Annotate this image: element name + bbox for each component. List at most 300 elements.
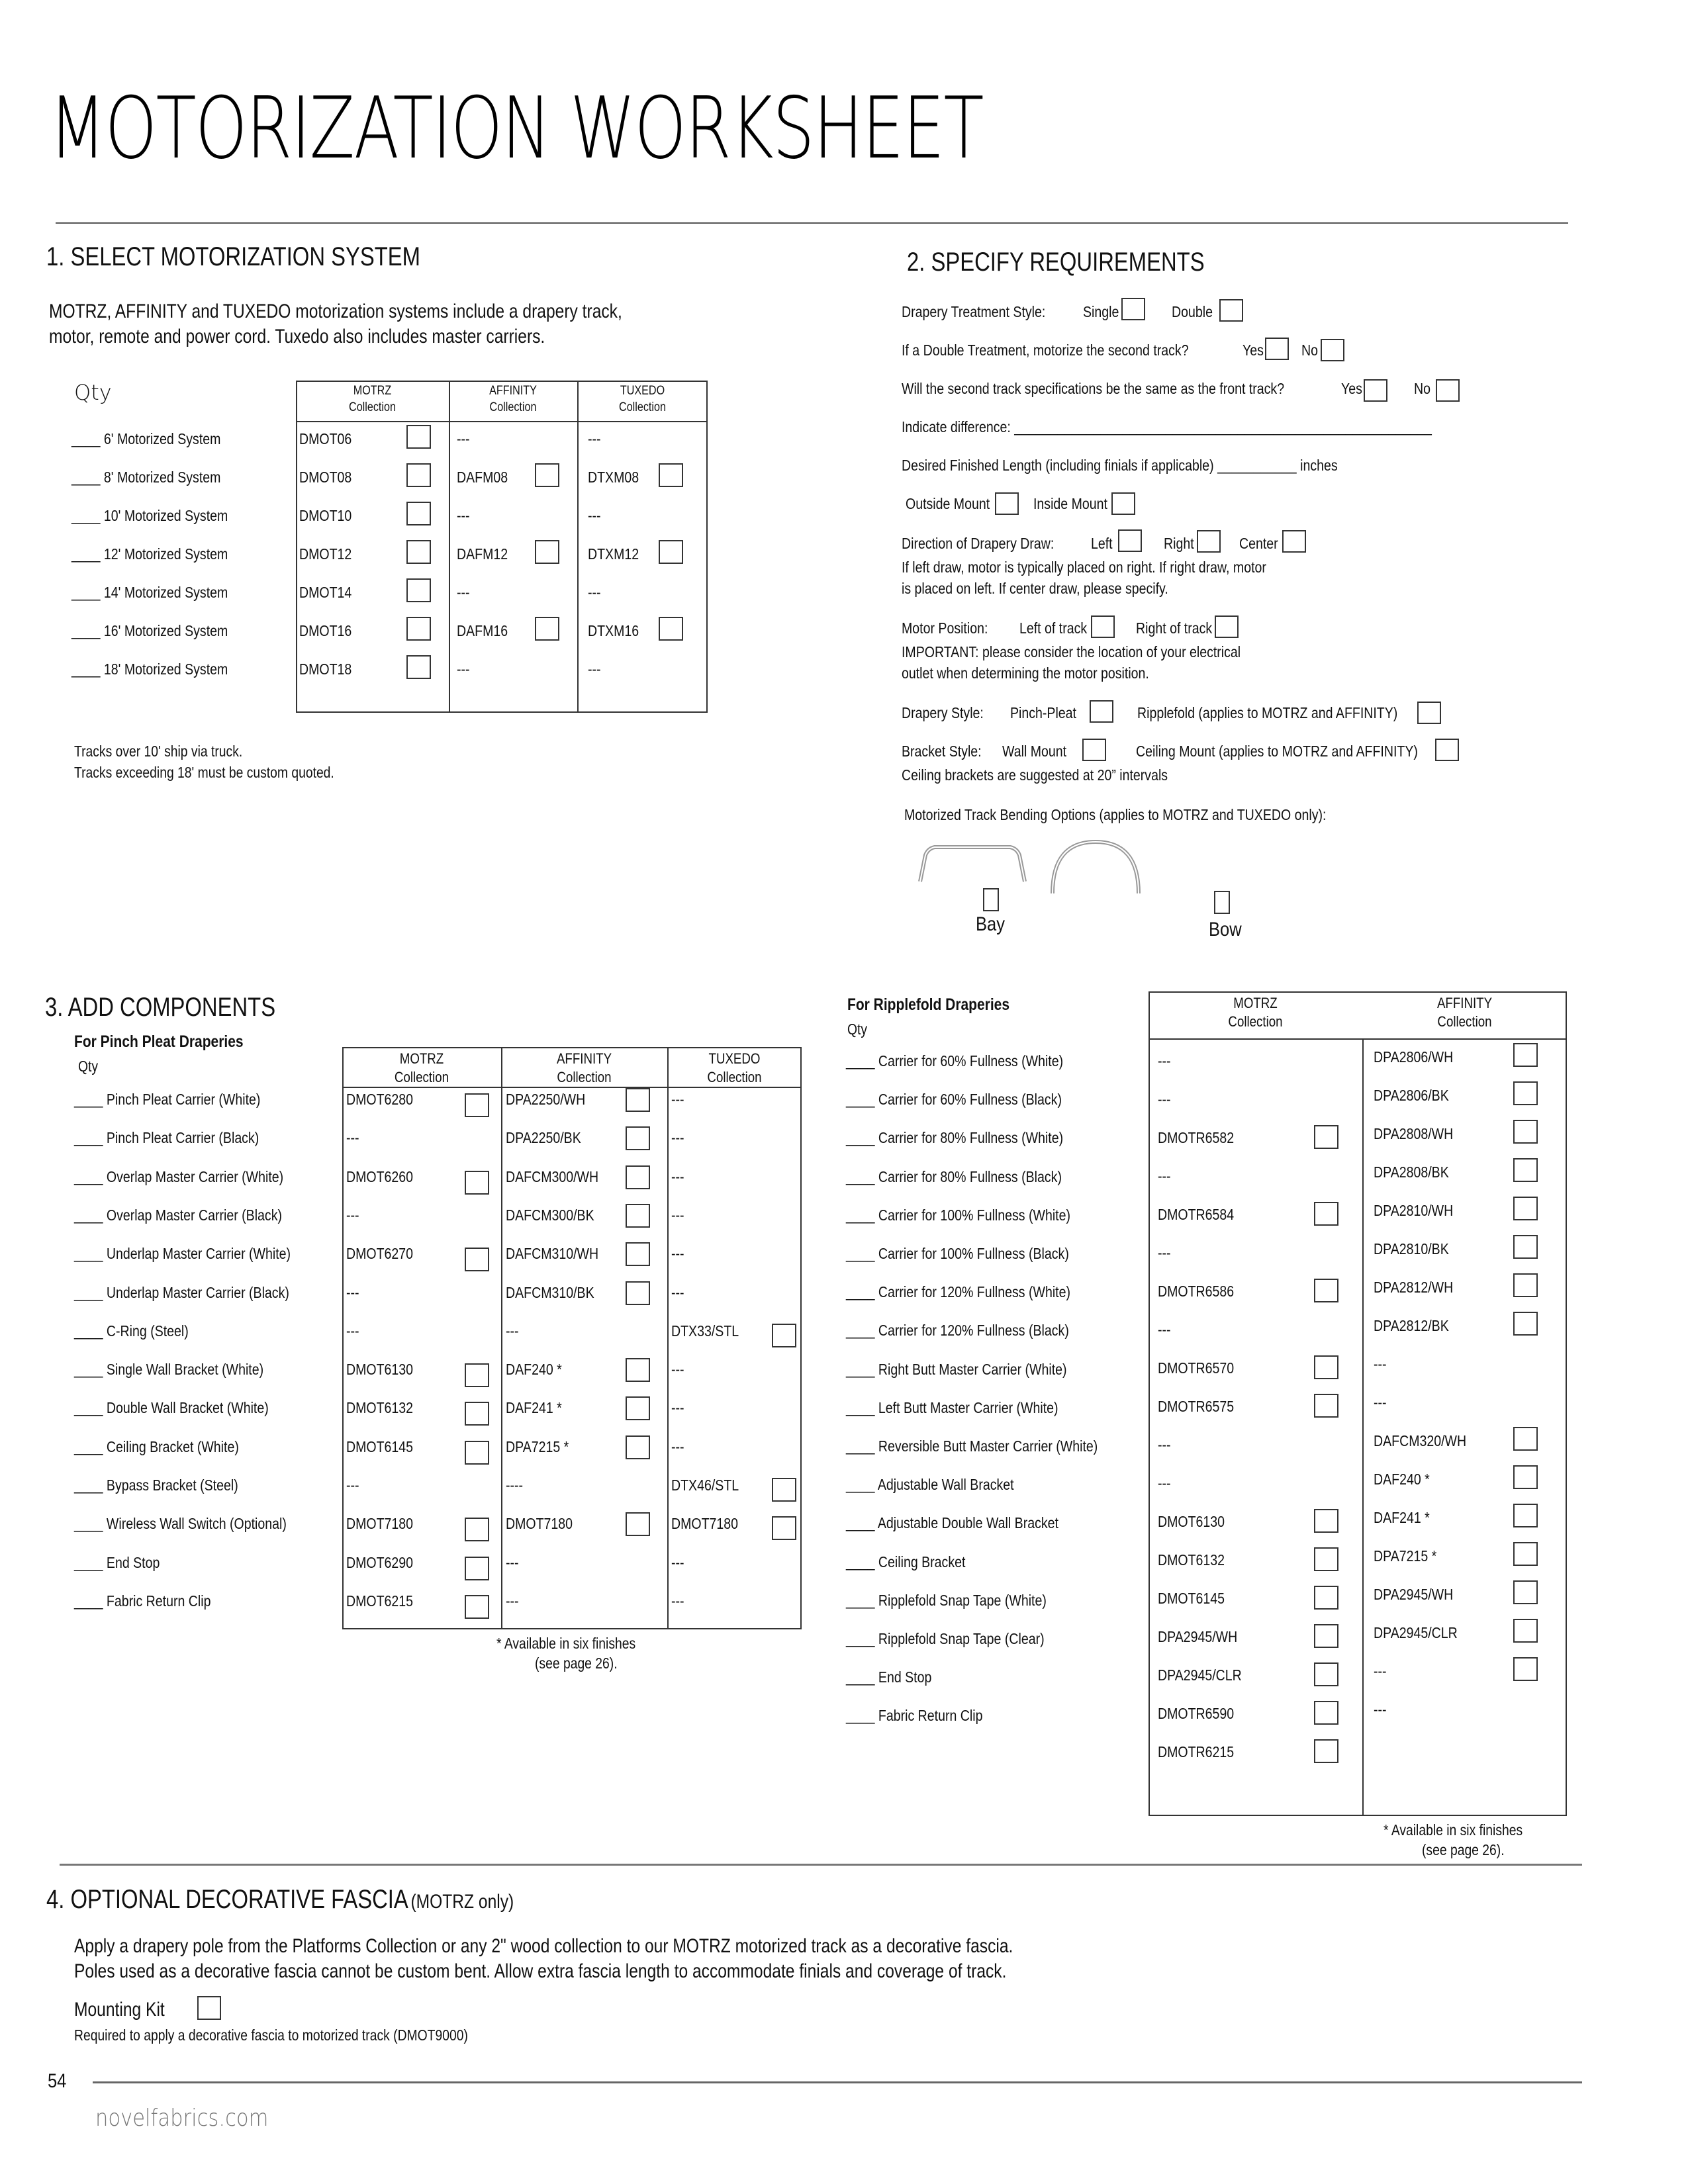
table-divider xyxy=(667,1047,669,1629)
affinity-checkbox[interactable] xyxy=(1513,1504,1538,1527)
system-row-label: ____ 16' Motorized System xyxy=(71,622,228,639)
inside-mount-label: Inside Mount xyxy=(1033,495,1107,512)
column-sub: Collection xyxy=(707,1069,762,1085)
draw-right-label: Right xyxy=(1164,535,1194,552)
table-divider xyxy=(1149,1038,1567,1040)
bow-track-icon xyxy=(1046,835,1145,901)
motrz-code: DMOTR6582 xyxy=(1158,1129,1235,1146)
column-name: MOTRZ xyxy=(1233,995,1278,1011)
motrz-checkbox[interactable] xyxy=(465,1171,489,1195)
motrz-code: DMOT12 xyxy=(299,545,352,563)
affinity-checkbox[interactable] xyxy=(626,1126,650,1150)
system-row-label: ____ 18' Motorized System xyxy=(71,660,228,678)
draw-direction-label: Direction of Drapery Draw: xyxy=(902,535,1055,552)
pinch-column-header xyxy=(667,1050,802,1087)
bow-label: Bow xyxy=(1209,919,1242,940)
column-sub: Collection xyxy=(1437,1013,1492,1030)
ripple-row-label: ____ Adjustable Double Wall Bracket xyxy=(846,1514,1058,1531)
draw-center-label: Center xyxy=(1239,535,1278,552)
tuxedo-checkbox[interactable] xyxy=(772,1478,796,1502)
footer-url: novelfabrics.com xyxy=(95,2105,269,2132)
ripple-row-label: ____ Carrier for 60% Fullness (White) xyxy=(846,1052,1064,1069)
left-of-track-label: Left of track xyxy=(1019,619,1088,637)
affinity-checkbox[interactable] xyxy=(535,540,559,564)
affinity-checkbox[interactable] xyxy=(1513,1120,1538,1144)
treatment-style-label: Drapery Treatment Style: xyxy=(902,303,1046,320)
system-row-label: ____ 10' Motorized System xyxy=(71,507,228,524)
affinity-checkbox[interactable] xyxy=(1513,1465,1538,1489)
outside-mount-checkbox[interactable] xyxy=(995,492,1019,515)
motrz-checkbox[interactable] xyxy=(465,1363,489,1387)
section4-divider xyxy=(60,1864,1582,1866)
tuxedo-code: --- xyxy=(588,660,601,678)
double-label: Double xyxy=(1172,303,1213,320)
ripple-row-label: ____ Carrier for 80% Fullness (White) xyxy=(846,1129,1064,1146)
motrz-checkbox[interactable] xyxy=(465,1441,489,1465)
motor-position-label: Motor Position: xyxy=(902,619,988,637)
motrz-code: --- xyxy=(1158,1052,1171,1069)
tuxedo-code: --- xyxy=(588,584,601,601)
motrz-checkbox[interactable] xyxy=(465,1595,489,1619)
second-track-yes-label: Yes xyxy=(1243,341,1264,359)
motrz-code: DMOT10 xyxy=(299,507,352,524)
motrz-code: DMOT6260 xyxy=(346,1168,414,1185)
affinity-checkbox[interactable] xyxy=(1513,1081,1538,1105)
affinity-code: DAF240 * xyxy=(506,1361,562,1378)
affinity-code: DAFM08 xyxy=(457,469,508,486)
affinity-code: DAF241 * xyxy=(506,1399,562,1416)
motrz-code: DPA2945/WH xyxy=(1158,1628,1238,1645)
affinity-code: DAF240 * xyxy=(1374,1471,1430,1488)
affinity-code: DPA2808/WH xyxy=(1374,1125,1454,1142)
truck-note: Tracks over 10' ship via truck. xyxy=(74,743,243,760)
pinch-footnote-line2: (see page 26). xyxy=(535,1655,618,1672)
section4-heading: 4. OPTIONAL DECORATIVE FASCIA xyxy=(46,1885,408,1914)
affinity-checkbox[interactable] xyxy=(626,1396,650,1420)
system-row-label: ____ 6' Motorized System xyxy=(71,430,221,447)
section1-intro-line1: MOTRZ, AFFINITY and TUXEDO motorization systems include a drapery track, xyxy=(49,300,622,322)
tuxedo-code: DMOT7180 xyxy=(671,1515,739,1532)
motrz-checkbox[interactable] xyxy=(406,578,431,602)
component-row-label: ____ Overlap Master Carrier (White) xyxy=(74,1168,284,1185)
pinch-footnote-line1: * Available in six finishes xyxy=(496,1635,636,1652)
single-checkbox[interactable] xyxy=(1121,298,1145,320)
bending-options-label: Motorized Track Bending Options (applies to MOTRZ and TUXEDO only): xyxy=(904,806,1327,823)
component-row-label: ____ End Stop xyxy=(74,1554,160,1571)
system-row-label: ____ 12' Motorized System xyxy=(71,545,228,563)
motrz-code: DMOTR6586 xyxy=(1158,1283,1235,1300)
tuxedo-code: --- xyxy=(671,1592,684,1610)
motrz-code: DMOT08 xyxy=(299,469,352,486)
ceiling-mount-checkbox[interactable] xyxy=(1435,739,1459,761)
tuxedo-checkbox[interactable] xyxy=(772,1516,796,1540)
affinity-checkbox[interactable] xyxy=(1513,1427,1538,1451)
column-sub: Collection xyxy=(557,1069,612,1085)
bow-checkbox[interactable] xyxy=(1214,891,1230,914)
motrz-code: --- xyxy=(1158,1091,1171,1108)
table-divider xyxy=(501,1047,502,1629)
outside-mount-label: Outside Mount xyxy=(906,495,990,512)
affinity-code: DAFCM310/WH xyxy=(506,1245,599,1262)
system-row-label: ____ 14' Motorized System xyxy=(71,584,228,601)
draw-center-checkbox[interactable] xyxy=(1282,530,1306,553)
affinity-checkbox[interactable] xyxy=(626,1242,650,1266)
ripple-row-label: ____ Left Butt Master Carrier (White) xyxy=(846,1399,1058,1416)
motrz-checkbox[interactable] xyxy=(1314,1125,1338,1149)
affinity-code: --- xyxy=(1374,1355,1387,1373)
affinity-checkbox[interactable] xyxy=(626,1512,650,1536)
pinch-column-header xyxy=(501,1050,667,1087)
same-spec-no-checkbox[interactable] xyxy=(1436,379,1460,402)
affinity-code: DPA2945/WH xyxy=(1374,1586,1454,1603)
ripplefold-label: Ripplefold (applies to MOTRZ and AFFINITY) xyxy=(1137,704,1398,721)
column-name: AFFINITY xyxy=(1436,995,1493,1011)
bay-label: Bay xyxy=(976,913,1005,935)
section4-heading-suffix: (MOTRZ only) xyxy=(410,1891,514,1913)
tuxedo-checkbox[interactable] xyxy=(659,617,683,641)
motrz-code: DMOT6145 xyxy=(346,1438,414,1455)
motrz-code: --- xyxy=(346,1477,359,1494)
double-checkbox[interactable] xyxy=(1219,299,1243,322)
fascia-line2: Poles used as a decorative fascia cannot be custom bent. Allow extra fascia length to accommodate finials and coverage of track. xyxy=(74,1960,1007,1982)
motrz-checkbox[interactable] xyxy=(1314,1394,1338,1418)
tuxedo-code: --- xyxy=(671,1438,684,1455)
draw-note-line1: If left draw, motor is typically placed on right. If right draw, motor xyxy=(902,559,1266,576)
affinity-code: --- xyxy=(457,430,470,447)
component-row-label: ____ Wireless Wall Switch (Optional) xyxy=(74,1515,287,1532)
affinity-checkbox[interactable] xyxy=(1513,1273,1538,1297)
affinity-code: DAFCM320/WH xyxy=(1374,1432,1467,1449)
ripple-qty-label: Qty xyxy=(847,1021,868,1038)
motrz-checkbox[interactable] xyxy=(1314,1509,1338,1533)
column-sub: Collection xyxy=(349,400,396,414)
motrz-checkbox[interactable] xyxy=(465,1402,489,1426)
table-divider xyxy=(1362,1038,1364,1816)
column-name: MOTRZ xyxy=(353,384,392,398)
ripple-row-label: ____ Carrier for 120% Fullness (White) xyxy=(846,1283,1071,1300)
column-sub: Collection xyxy=(619,400,666,414)
component-row-label: ____ Underlap Master Carrier (White) xyxy=(74,1245,291,1262)
table-divider xyxy=(342,1087,802,1088)
column-name: TUXEDO xyxy=(620,384,665,398)
affinity-code: ---- xyxy=(506,1477,524,1494)
page-title: MOTORIZATION WORKSHEET xyxy=(49,79,983,178)
table-divider xyxy=(296,421,708,422)
motrz-code: --- xyxy=(346,1322,359,1340)
affinity-code: DPA7215 * xyxy=(1374,1547,1437,1565)
ripple-footnote-line2: (see page 26). xyxy=(1422,1841,1505,1858)
title-divider xyxy=(56,222,1568,224)
affinity-code: --- xyxy=(1374,1394,1387,1411)
affinity-code: DAF241 * xyxy=(1374,1509,1430,1526)
second-track-question: If a Double Treatment, motorize the second track? xyxy=(902,341,1189,359)
tuxedo-code: --- xyxy=(671,1245,684,1262)
component-row-label: ____ Fabric Return Clip xyxy=(74,1592,211,1610)
motrz-checkbox[interactable] xyxy=(1314,1662,1338,1686)
motrz-checkbox[interactable] xyxy=(406,617,431,641)
mounting-kit-label: Mounting Kit xyxy=(74,1999,165,2021)
column-name: AFFINITY xyxy=(489,384,537,398)
ripple-row-label: ____ End Stop xyxy=(846,1668,932,1686)
system-row-label: ____ 8' Motorized System xyxy=(71,469,221,486)
affinity-code: DPA2806/BK xyxy=(1374,1087,1449,1104)
ripple-row-label: ____ Ceiling Bracket xyxy=(846,1553,966,1570)
affinity-code: --- xyxy=(506,1592,519,1610)
same-spec-yes-checkbox[interactable] xyxy=(1364,379,1387,402)
tuxedo-code: --- xyxy=(671,1206,684,1224)
finished-length-field: Desired Finished Length (including finials if applicable) ___________ inches xyxy=(902,457,1338,474)
affinity-code: DPA2808/BK xyxy=(1374,1163,1449,1181)
motrz-checkbox[interactable] xyxy=(1314,1586,1338,1610)
ceiling-mount-label: Ceiling Mount (applies to MOTRZ and AFFINITY) xyxy=(1136,743,1418,760)
left-of-track-checkbox[interactable] xyxy=(1091,615,1115,638)
affinity-checkbox[interactable] xyxy=(1513,1542,1538,1566)
wall-mount-checkbox[interactable] xyxy=(1082,739,1106,761)
affinity-checkbox[interactable] xyxy=(1513,1580,1538,1604)
section3-heading: 3. ADD COMPONENTS xyxy=(45,993,276,1022)
tuxedo-code: --- xyxy=(671,1284,684,1301)
motrz-checkbox[interactable] xyxy=(465,1248,489,1271)
ripple-row-label: ____ Carrier for 60% Fullness (Black) xyxy=(846,1091,1062,1108)
motrz-code: DMOTR6584 xyxy=(1158,1206,1235,1223)
component-row-label: ____ Bypass Bracket (Steel) xyxy=(74,1477,238,1494)
mounting-kit-note: Required to apply a decorative fascia to motorized track (DMOT9000) xyxy=(74,2026,468,2044)
second-track-yes-checkbox[interactable] xyxy=(1265,338,1289,360)
motrz-code: DMOT16 xyxy=(299,622,352,639)
motrz-checkbox[interactable] xyxy=(1314,1279,1338,1302)
ripple-column-header xyxy=(1362,994,1567,1031)
section1-heading: 1. SELECT MOTORIZATION SYSTEM xyxy=(46,242,420,271)
ripple-row-label: ____ Carrier for 80% Fullness (Black) xyxy=(846,1168,1062,1185)
ripple-row-label: ____ Ripplefold Snap Tape (Clear) xyxy=(846,1630,1045,1647)
important-note-line2: outlet when determining the motor position. xyxy=(902,664,1149,682)
affinity-checkbox[interactable] xyxy=(626,1204,650,1228)
ripple-row-label: ____ Right Butt Master Carrier (White) xyxy=(846,1361,1067,1378)
same-spec-question: Will the second track specifications be the same as the front track? xyxy=(902,380,1285,397)
motrz-code: DMOT6270 xyxy=(346,1245,414,1262)
tuxedo-code: --- xyxy=(671,1091,684,1108)
ripple-row-label: ____ Reversible Butt Master Carrier (White) xyxy=(846,1437,1098,1455)
affinity-checkbox[interactable] xyxy=(1513,1158,1538,1182)
tuxedo-checkbox[interactable] xyxy=(772,1324,796,1347)
draw-note-line2: is placed on left. If center draw, please specify. xyxy=(902,580,1168,597)
tuxedo-code: --- xyxy=(671,1554,684,1571)
affinity-checkbox[interactable] xyxy=(626,1358,650,1382)
motrz-code: --- xyxy=(1158,1436,1171,1453)
affinity-checkbox[interactable] xyxy=(1513,1197,1538,1220)
bay-checkbox[interactable] xyxy=(983,888,999,911)
tuxedo-code: DTXM08 xyxy=(588,469,639,486)
draw-left-checkbox[interactable] xyxy=(1118,529,1142,552)
motrz-code: --- xyxy=(1158,1475,1171,1492)
right-of-track-checkbox[interactable] xyxy=(1215,615,1239,638)
bracket-style-label: Bracket Style: xyxy=(902,743,982,760)
affinity-code: DPA2250/BK xyxy=(506,1129,581,1146)
motrz-code: DMOT7180 xyxy=(346,1515,414,1532)
affinity-code: DAFCM300/WH xyxy=(506,1168,599,1185)
custom-quote-note: Tracks exceeding 18' must be custom quoted. xyxy=(74,764,334,781)
column-name: TUXEDO xyxy=(708,1050,761,1067)
ripple-row-label: ____ Carrier for 100% Fullness (White) xyxy=(846,1206,1071,1224)
table-divider xyxy=(449,381,450,713)
affinity-code: DAFCM300/BK xyxy=(506,1206,594,1224)
motrz-code: DMOTR6570 xyxy=(1158,1359,1235,1377)
section2-heading: 2. SPECIFY REQUIREMENTS xyxy=(907,248,1205,277)
tuxedo-code: --- xyxy=(671,1168,684,1185)
draw-left-label: Left xyxy=(1091,535,1113,552)
system-column-header xyxy=(449,383,577,416)
motrz-code: DMOT6215 xyxy=(346,1592,414,1610)
footer-divider xyxy=(93,2081,1582,2083)
affinity-code: DPA2806/WH xyxy=(1374,1048,1454,1066)
affinity-code: DPA2812/BK xyxy=(1374,1317,1449,1334)
ripple-row-label: ____ Carrier for 120% Fullness (Black) xyxy=(846,1322,1069,1339)
page-number: 54 xyxy=(48,2070,67,2092)
column-name: AFFINITY xyxy=(556,1050,612,1067)
motrz-checkbox[interactable] xyxy=(1314,1624,1338,1648)
motrz-checkbox[interactable] xyxy=(465,1518,489,1541)
table-divider xyxy=(577,381,579,713)
ripplefold-subheading: For Ripplefold Draperies xyxy=(847,995,1010,1014)
ripple-footnote-line1: * Available in six finishes xyxy=(1383,1821,1523,1839)
motrz-code: DMOT6290 xyxy=(346,1554,414,1571)
affinity-checkbox[interactable] xyxy=(1513,1619,1538,1643)
affinity-checkbox[interactable] xyxy=(626,1165,650,1189)
component-row-label: ____ Pinch Pleat Carrier (Black) xyxy=(74,1129,259,1146)
motrz-code: DMOT6132 xyxy=(346,1399,414,1416)
tuxedo-code: DTX46/STL xyxy=(671,1477,739,1494)
column-name: MOTRZ xyxy=(399,1050,444,1067)
column-sub: Collection xyxy=(1228,1013,1283,1030)
affinity-code: DPA7215 * xyxy=(506,1438,569,1455)
pinch-pleat-checkbox[interactable] xyxy=(1090,700,1113,723)
component-row-label: ____ Underlap Master Carrier (Black) xyxy=(74,1284,289,1301)
fascia-line1: Apply a drapery pole from the Platforms Collection or any 2" wood collection to our MOTRZ motorized track as a decorative fascia. xyxy=(74,1935,1013,1957)
affinity-code: DPA2945/CLR xyxy=(1374,1624,1458,1641)
same-spec-yes-label: Yes xyxy=(1341,380,1362,397)
motrz-checkbox[interactable] xyxy=(406,463,431,487)
drapery-style-label: Drapery Style: xyxy=(902,704,984,721)
motrz-code: --- xyxy=(1158,1321,1171,1338)
tuxedo-code: DTX33/STL xyxy=(671,1322,739,1340)
motrz-code: DMOT6130 xyxy=(346,1361,414,1378)
motrz-code: DMOT6132 xyxy=(1158,1551,1225,1569)
motrz-code: DMOT6145 xyxy=(1158,1590,1225,1607)
affinity-code: DAFCM310/BK xyxy=(506,1284,594,1301)
pinch-pleat-label: Pinch-Pleat xyxy=(1010,704,1076,721)
tuxedo-code: --- xyxy=(671,1361,684,1378)
draw-right-checkbox[interactable] xyxy=(1197,530,1221,553)
system-column-header xyxy=(296,383,449,416)
motrz-checkbox[interactable] xyxy=(1314,1547,1338,1571)
affinity-code: --- xyxy=(457,507,470,524)
motrz-code: DMOT06 xyxy=(299,430,352,447)
motrz-checkbox[interactable] xyxy=(406,655,431,679)
affinity-code: DAFM16 xyxy=(457,622,508,639)
component-row-label: ____ Pinch Pleat Carrier (White) xyxy=(74,1091,261,1108)
pinch-column-header xyxy=(342,1050,501,1087)
affinity-code: DPA2250/WH xyxy=(506,1091,586,1108)
tuxedo-checkbox[interactable] xyxy=(659,463,683,487)
motrz-code: DMOT6130 xyxy=(1158,1513,1225,1530)
component-row-label: ____ Ceiling Bracket (White) xyxy=(74,1438,239,1455)
motrz-checkbox[interactable] xyxy=(406,502,431,525)
motrz-code: --- xyxy=(346,1206,359,1224)
motrz-code: --- xyxy=(346,1129,359,1146)
right-of-track-label: Right of track xyxy=(1136,619,1213,637)
inside-mount-checkbox[interactable] xyxy=(1111,492,1135,515)
affinity-checkbox[interactable] xyxy=(535,617,559,641)
motrz-code: DMOT6280 xyxy=(346,1091,414,1108)
motrz-code: DMOTR6215 xyxy=(1158,1743,1235,1760)
system-column-header xyxy=(577,383,708,416)
ripple-row-label: ____ Ripplefold Snap Tape (White) xyxy=(846,1592,1047,1609)
motrz-checkbox[interactable] xyxy=(1314,1202,1338,1226)
tuxedo-code: DTXM12 xyxy=(588,545,639,563)
ripple-row-label: ____ Fabric Return Clip xyxy=(846,1707,983,1724)
section1-intro-line2: motor, remote and power cord. Tuxedo also includes master carriers. xyxy=(49,326,545,347)
affinity-code: DMOT7180 xyxy=(506,1515,573,1532)
motrz-checkbox[interactable] xyxy=(465,1557,489,1580)
tuxedo-code: --- xyxy=(588,507,601,524)
affinity-code: --- xyxy=(457,660,470,678)
second-track-no-checkbox[interactable] xyxy=(1321,339,1344,361)
motrz-checkbox[interactable] xyxy=(406,425,431,449)
ceiling-bracket-note: Ceiling brackets are suggested at 20” intervals xyxy=(902,766,1168,784)
mounting-kit-checkbox[interactable] xyxy=(197,1996,221,2020)
ripple-row-label: ____ Adjustable Wall Bracket xyxy=(846,1476,1014,1493)
motrz-code: DMOTR6590 xyxy=(1158,1705,1235,1722)
tuxedo-code: DTXM16 xyxy=(588,622,639,639)
tuxedo-code: --- xyxy=(671,1399,684,1416)
tuxedo-checkbox[interactable] xyxy=(659,540,683,564)
affinity-code: --- xyxy=(1374,1701,1387,1718)
wall-mount-label: Wall Mount xyxy=(1002,743,1067,760)
ripplefold-checkbox[interactable] xyxy=(1417,702,1441,724)
affinity-checkbox[interactable] xyxy=(626,1435,650,1459)
motrz-code: DMOT14 xyxy=(299,584,352,601)
section4-heading-row xyxy=(46,1885,514,1915)
motrz-code: DPA2945/CLR xyxy=(1158,1666,1242,1684)
affinity-code: DPA2812/WH xyxy=(1374,1279,1454,1296)
motrz-checkbox[interactable] xyxy=(1314,1739,1338,1763)
affinity-checkbox[interactable] xyxy=(1513,1312,1538,1336)
ripple-column-header xyxy=(1149,994,1362,1031)
single-label: Single xyxy=(1083,303,1119,320)
affinity-checkbox[interactable] xyxy=(626,1088,650,1112)
affinity-code: --- xyxy=(506,1554,519,1571)
motrz-checkbox[interactable] xyxy=(465,1093,489,1117)
column-sub: Collection xyxy=(489,400,537,414)
motrz-checkbox[interactable] xyxy=(1314,1355,1338,1379)
column-sub: Collection xyxy=(394,1069,449,1085)
indicate-difference-field: Indicate difference: __________________________________________________________ xyxy=(902,418,1432,435)
affinity-checkbox[interactable] xyxy=(535,463,559,487)
tuxedo-code: --- xyxy=(588,430,601,447)
motrz-checkbox[interactable] xyxy=(406,540,431,564)
motrz-code: DMOTR6575 xyxy=(1158,1398,1235,1415)
affinity-checkbox[interactable] xyxy=(1513,1235,1538,1259)
qty-label: Qty xyxy=(74,380,112,405)
motrz-code: --- xyxy=(346,1284,359,1301)
affinity-code: DPA2810/WH xyxy=(1374,1202,1454,1219)
ripple-row-label: ____ Carrier for 100% Fullness (Black) xyxy=(846,1245,1069,1262)
affinity-checkbox[interactable] xyxy=(1513,1043,1538,1067)
affinity-checkbox[interactable] xyxy=(1513,1657,1538,1681)
affinity-code: --- xyxy=(1374,1662,1387,1680)
motrz-checkbox[interactable] xyxy=(1314,1701,1338,1725)
affinity-checkbox[interactable] xyxy=(626,1281,650,1305)
